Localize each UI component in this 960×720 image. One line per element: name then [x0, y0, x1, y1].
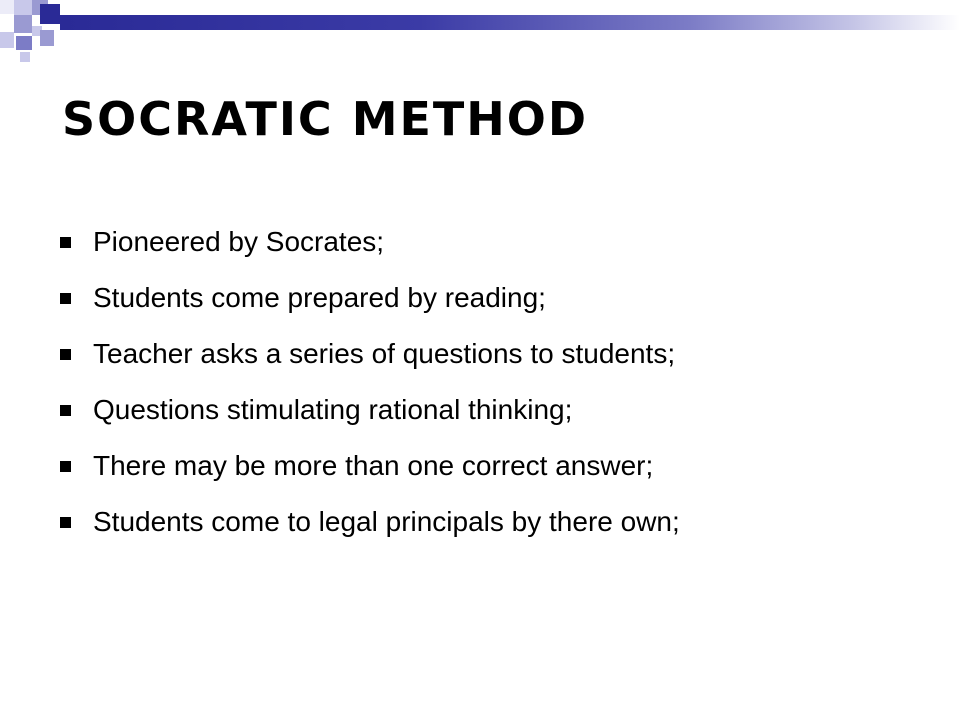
square-bullet-icon	[60, 349, 71, 360]
bullet-list	[60, 214, 680, 550]
square-bullet-icon	[60, 293, 71, 304]
decor-square	[20, 52, 30, 62]
square-bullet-icon	[60, 517, 71, 528]
bullet-text: Students come prepared by reading;	[93, 282, 546, 313]
slide-title: SOCRATIC METHOD	[62, 92, 589, 146]
decor-square	[14, 15, 32, 33]
square-bullet-icon	[60, 461, 71, 472]
header-gradient-bar	[60, 15, 960, 30]
bullet-item	[60, 382, 680, 438]
header-decoration	[0, 0, 960, 64]
decor-square	[40, 30, 54, 46]
bullet-item	[60, 270, 680, 326]
bullet-text: Questions stimulating rational thinking;	[93, 394, 573, 425]
bullet-item	[60, 494, 680, 550]
bullet-text: Pioneered by Socrates;	[93, 226, 385, 257]
decor-square	[0, 0, 14, 14]
square-bullet-icon	[60, 405, 71, 416]
bullet-text: There may be more than one correct answer;	[93, 450, 654, 481]
bullet-text: Students come to legal principals by there own;	[93, 506, 680, 537]
bullet-item	[60, 326, 680, 382]
decor-square	[14, 0, 32, 15]
decor-square	[0, 32, 14, 48]
decor-square	[16, 36, 32, 50]
square-bullet-icon	[60, 237, 71, 248]
bullet-item	[60, 214, 680, 270]
bullet-text: Teacher asks a series of questions to students;	[93, 338, 676, 369]
bullet-item	[60, 438, 680, 494]
decor-square	[40, 4, 60, 24]
